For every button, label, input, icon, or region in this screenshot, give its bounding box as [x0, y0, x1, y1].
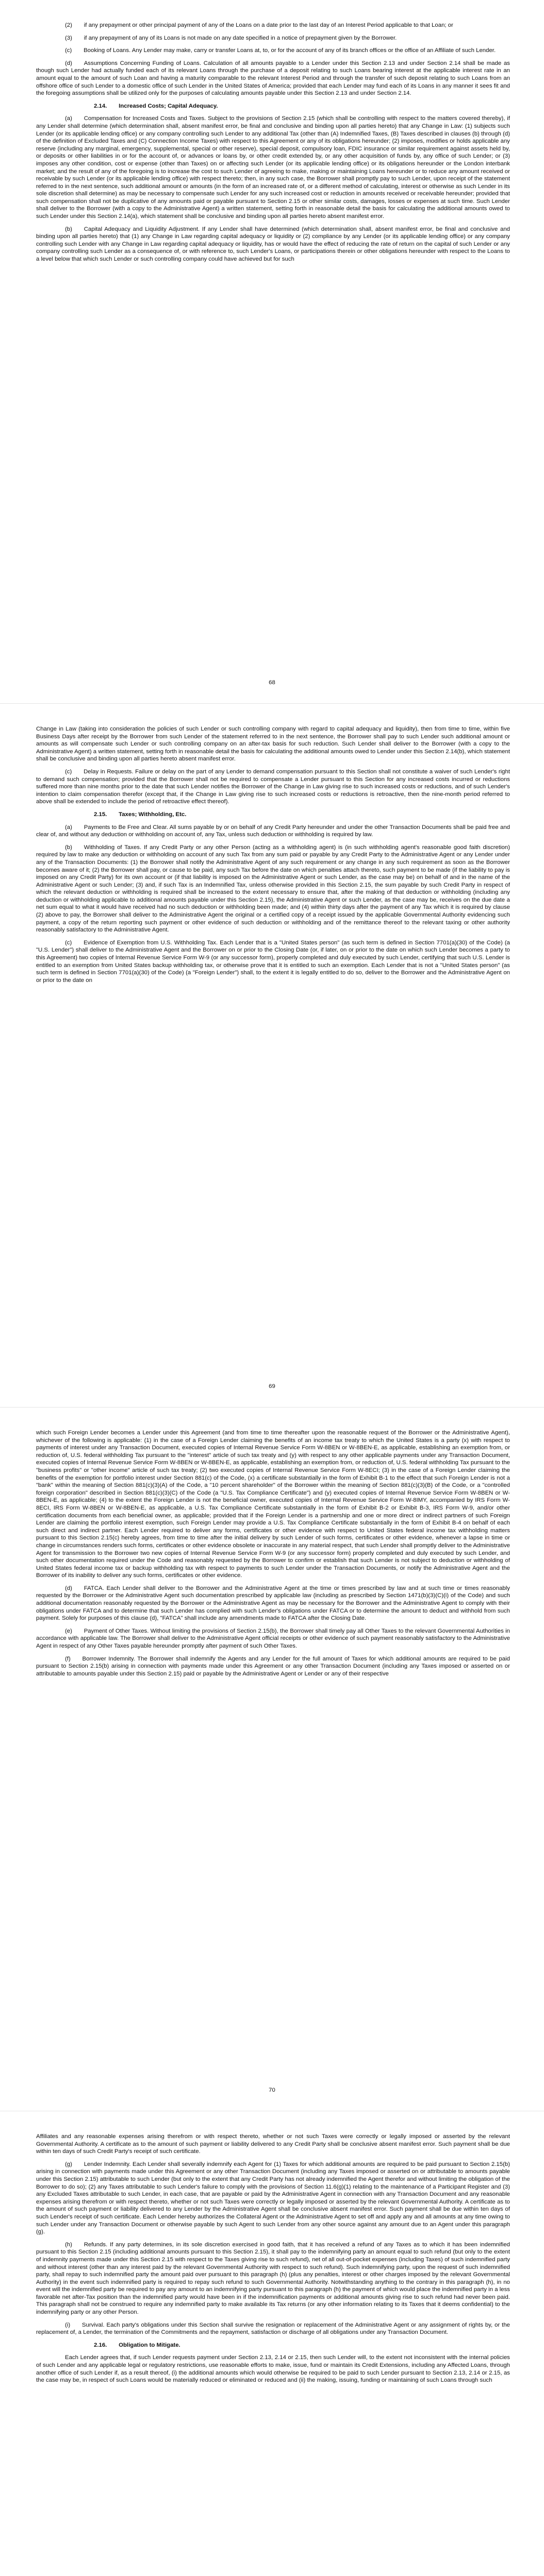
page-number: 69: [269, 1383, 275, 1389]
section-heading: 2.14. Increased Costs; Capital Adequacy.: [94, 103, 218, 109]
paragraph: Each Lender agrees that, if such Lender requests payment under Section 2.13, 2.14 or 2.15, then such Lender will, to the extent not inconsistent with the internal policies of such Lender and any applicable legal or regulatory restrictions, use reasonable efforts to make, issue, fund or maintain its Credit Extensions, including any Affected Loans, through another office of such Lender if, as a result thereof, (i) the additional amounts which would otherwise be required to be paid to such Lender pursuant to Section 2.13, 2.14 or 2.15, as the case may be, in respect of such Loans would be materially reduced or eliminated or reduced and (ii) the making, issuing, funding or maintaining of such Loans through such: [36, 2354, 510, 2384]
paragraph-continued: which such Foreign Lender becomes a Lender under this Agreement (and from time to time thereafter upon the reasonable request of the Borrower or the Administrative Agent), whichever of the following is applicable: (1) in the case of a Foreign Lender claiming the benefits of an income tax treaty to which the United States is a party (x) with respect to payments of interest under any Transaction Document, executed copies of Internal Revenue Service Form W-8BEN or W-8BEN-E, as applicable, establishing an exemption from, or reduction of, U.S. federal withholding Tax pursuant to the "interest" article of such tax treaty and (y) with respect to any other applicable payments under any Transaction Document, executed copies of Internal Revenue Service Form W-8BEN or W-8BEN-E, as applicable, establishing an exemption from, or reduction of, U.S. federal withholding Tax pursuant to the "business profits" or "other income" article of such tax treaty; (2) two executed copies of Internal Revenue Service Form W-8ECI; (3) in the case of a Foreign Lender claiming the benefits of the exemption for portfolio interest under Section 881(c) of the Code, (x) a certificate substantially in the form of Exhibit B-1 to the effect that such Foreign Lender is not a "bank" within the meaning of Section 881(c)(3)(A) of the Code, a "10 percent shareholder" of the Borrower within the meaning of Section 881(c)(3)(B) of the Code, or a "controlled foreign corporation" described in Section 881(c)(3)(C) of the Code (a "U.S. Tax Compliance Certificate") and (y) executed copies of Internal Revenue Service Form W-8BEN or W-8BEN-E, as applicable; (4) to the extent the Foreign Lender is not the beneficial owner, executed copies of Internal Revenue Service Form W-8IMY, accompanied by IRS Form W-8ECI, IRS Form W-8BEN or W-8BEN-E, as applicable, a U.S. Tax Compliance Certificate substantially in the form of Exhibit B-2 or Exhibit B-3, IRS Form W-9, and/or other certification documents from each beneficial owner, as applicable; provided that if the Foreign Lender is a partnership and one or more direct or indirect partners of such Foreign Lender are claiming the portfolio interest exemption, such Foreign Lender may provide a U.S. Tax Compliance Certificate substantially in the form of Exhibit B-4 on behalf of each such direct and indirect partner. Each Lender required to deliver any forms, certificates or other evidence with respect to United States federal income tax withholding matters pursuant to this Section 2.15(c) hereby agrees, from time to time after the initial delivery by such Lender of such forms, certificates or other evidence, whenever a lapse in time or change in circumstances renders such forms, certificates or other evidence obsolete or inaccurate in any material respect, that such Lender shall promptly deliver to the Administrative Agent for transmission to the Borrower two new copies of Internal Revenue Service Form W-9 (or any successor form) properly completed and duly executed by such Lender, and such other documentation required under the Code and reasonably requested by the Borrower to confirm or establish that such Lender is not subject to deduction or withholding of United States federal income tax or backup withholding tax with respect to payments to such Lender under the Transaction Documents, or notify the Administrative Agent and the Borrower of its inability to deliver any such forms, certificates or other evidence.: [36, 1430, 510, 1579]
section-heading: 2.16. Obligation to Mitigate.: [94, 2342, 180, 2348]
paragraph: (d) FATCA. Each Lender shall deliver to the Borrower and the Administrative Agent at the time or times prescribed by law and at such time or times reasonably requested by the Borrower or the Administrative Agent such documentation prescribed by applicable law (including as prescribed by Section 1471(b)(3)(C)(i) of the Code) and such additional documentation reasonably requested by the Borrower or the Administrative Agent as may be necessary for the Borrower and the Administrative Agent to comply with their obligations under FATCA and to determine that such Lender has complied with such Lender's obligations under FATCA or to determine the amount to deduct and withhold from such payment. Solely for purposes of this clause (d), "FATCA" shall include any amendments made to FATCA after the Closing Date.: [36, 1585, 510, 1622]
page-body: [36, 2133, 510, 2389]
paragraph: (h) Refunds. If any party determines, in its sole discretion exercised in good faith, that it has received a refund of any Taxes as to which it has been indemnified pursuant to this Section 2.15 (including additional amounts pursuant to this Section 2.15), it shall pay to the indemnifying party an amount equal to such refund (but only to the extent of indemnity payments made under this Section 2.15 with respect to the Taxes giving rise to such refund), net of all out-of-pocket expenses (including Taxes) of such indemnified party and without interest (other than any interest paid by the relevant Governmental Authority with respect to such refund). Such indemnifying party, upon the request of such indemnified party, shall repay to such indemnified party the amount paid over pursuant to this paragraph (h) (plus any penalties, interest or other charges imposed by the relevant Governmental Authority) in the event such indemnified party is required to repay such refund to such Governmental Authority. Notwithstanding anything to the contrary in this paragraph (h), in no event will the indemnified party be required to pay any amount to an indemnifying party pursuant to this paragraph (h) the payment of which would place the indemnified party in a less favorable net after-Tax position than the indemnified party would have been in if the indemnification payments or additional amounts giving rise to such refund had never been paid. This paragraph shall not be construed to require any indemnified party to make available its Tax returns (or any other information relating to its Taxes that it deems confidential) to the indemnifying party or any other Person.: [36, 2241, 510, 2316]
document-page: [0, 2111, 544, 2576]
document-page: [0, 1408, 544, 2111]
document-page: [0, 0, 544, 703]
page-number: 70: [269, 2087, 275, 2093]
paragraph: (c) Evidence of Exemption from U.S. Withholding Tax. Each Lender that is a "United States person" (as such term is defined in Section 7701(a)(30) of the Code) (a "U.S. Lender") shall deliver to the Administrative Agent and the Borrower on or prior to the Closing Date (or, if later, on or prior to the date on which such Lender becomes a party to this Agreement) two copies of Internal Revenue Service Form W-9 (or any successor form), properly completed and duly executed by such Lender, certifying that such U.S. Lender is entitled to an exemption from United States backup withholding tax, or otherwise prove that it is entitled to such an exemption. Each Lender that is not a "United States person" (as such term is defined in Section 7701(a)(30) of the Code) (a "Foreign Lender") shall, to the extent it is legally entitled to do so, deliver to the Borrower and the Administrative Agent on or prior to the date on: [36, 939, 510, 984]
section-heading: 2.15. Taxes; Withholding, Etc.: [94, 811, 187, 818]
paragraph: (a) Payments to Be Free and Clear. All sums payable by or on behalf of any Credit Party hereunder and under the other Transaction Documents shall be paid free and clear of, and without any deduction or withholding on account of, any Tax, unless such deduction or withholding is required by law.: [36, 824, 510, 838]
page-body: [36, 22, 510, 268]
paragraph: (d) Assumptions Concerning Funding of Loans. Calculation of all amounts payable to a Lender under this Section 2.13 and under Section 2.14 shall be made as though such Lender had actually funded each of its relevant Loans through the purchase of a deposit relating to such Loans bearing interest at the applicable interest rate in an amount equal to the amount of such Loan and having a maturity comparable to the relevant Interest Period and through the transfer of such deposit relating to such Loans from an offshore office of such Lender to a domestic office of such Lender in the United States of America; provided that each Lender may fund each of its Loans in any manner it sees fit and the foregoing assumptions shall be utilized only for the purposes of calculating amounts payable under this Section 2.13 and under Section 2.14.: [36, 60, 510, 97]
paragraph: (b) Withholding of Taxes. If any Credit Party or any other Person (acting as a withholding agent) is (in such withholding agent's reasonable good faith discretion) required by law to make any deduction or withholding on account of any such Tax from any sum paid or payable by any Credit Party to the Administrative Agent or any Lender under any of the Transaction Documents: (1) the Borrower shall notify the Administrative Agent of any such requirement or any change in any such requirement as soon as the Borrower becomes aware of it; (2) the Borrower shall pay, or cause to be paid, any such Tax before the date on which penalties attach thereto, such payment to be made (if the liability to pay is imposed on any Credit Party) for its own account or (if that liability is imposed on the Administrative Agent or such Lender, as the case may be) on behalf of and in the name of the Administrative Agent or such Lender; (3) and, if such Tax is an Indemnified Tax, unless otherwise provided in this Section 2.15, the sum payable by such Credit Party in respect of which the relevant deduction or withholding is required shall be increased to the extent necessary to ensure that, after the making of that deduction or withholding (including any deduction or withholding applicable to additional amounts payable under this Section 2.15), the Administrative Agent or such Lender, as the case may be, receives on the due date a net sum equal to what it would have received had no such deduction or withholding been made; and (4) within thirty days after the payment of any Tax which it is required by clause (2) above to pay, the Borrower shall deliver to the Administrative Agent the original or a certified copy of a receipt issued by the applicable Governmental Authority evidencing such payment, a copy of the return reporting such payment or other evidence of such deduction or withholding and of the remittance thereof to the relevant taxing or other authority reasonably satisfactory to the Administrative Agent.: [36, 844, 510, 934]
page-body: [36, 1429, 510, 1683]
paragraph: (2) if any prepayment or other principal payment of any of the Loans on a date prior to the last day of an Interest Period applicable to that Loan; or: [65, 22, 453, 28]
paragraph: (g) Lender Indemnity. Each Lender shall severally indemnify each Agent for (1) Taxes for which additional amounts are required to be paid pursuant to Section 2.15(b) arising in connection with payments made under this Agreement or any other Transaction Document (including any Taxes imposed or asserted on or attributable to amounts payable under this Section 2.15) attributable to such Lender (but only to the extent that any Credit Party has not already indemnified the Agent therefor and without limiting the obligation of the Borrower to do so); (2) any Taxes attributable to such Lender's failure to comply with the provisions of Section 11.6(g)(1) relating to the maintenance of a Participant Register and (3) any Excluded Taxes attributable to such Lender, in each case, that are payable or paid by the Administrative Agent in connection with any Transaction Document and any reasonable expenses arising therefrom or with respect thereto, whether or not such Taxes were correctly or legally imposed or asserted by the relevant Governmental Authority. A certificate as to the amount of such payment or liability delivered to any Lender by the Administrative Agent shall be conclusive absent manifest error. Such payment shall be due within ten days of such Lender's receipt of such certificate. Each Lender hereby authorizes the Collateral Agent or the Administrative Agent to set off and apply any and all amounts at any time owing to such Lender under any Transaction Document or otherwise payable by such Agent to such Lender from any other source against any amount due to an Agent under this paragraph (g).: [36, 2161, 510, 2235]
paragraph: (a) Compensation for Increased Costs and Taxes. Subject to the provisions of Section 2.15 (which shall be controlling with respect to the matters covered thereby), if any Lender shall determine (which determination shall, absent manifest error, be final and conclusive and binding upon all parties hereto) that any Change in Law: (1) subjects such Lender (or its applicable lending office) or any company controlling such Lender to any additional Tax (other than (A) Indemnified Taxes, (B) Taxes described in clauses (b) through (d) of the definition of Excluded Taxes and (C) Connection Income Taxes) with respect to this Agreement or any of its obligations hereunder; (2) imposes, modifies or holds applicable any reserve (including any marginal, emergency, supplemental, special or other reserve), special deposit, compulsory loan, FDIC insurance or similar requirement against assets held by, or deposits or other liabilities in or for the account of, or advances or loans by, or other credit extended by, or any other acquisition of funds by, any office of such Lender; or (3) imposes any other condition, cost or expense (other than Taxes) on or affecting such Lender (or its applicable lending office) or its obligations hereunder or the London interbank market; and the result of any of the foregoing is to increase the cost to such Lender of agreeing to make, making or maintaining Loans hereunder or to reduce any amount received or receivable by such Lender (or its applicable lending office) with respect thereto; then, in any such case, the Borrower shall promptly pay to such Lender, upon receipt of the statement referred to in the next sentence, such additional amount or amounts (in the form of an increased rate of, or a different method of calculating, interest or otherwise as such Lender in its sole discretion shall determine) as may be necessary to compensate such Lender for any such increased cost or reduction in amounts received or receivable hereunder; provided that such compensation shall not be duplicative of any amounts paid or payable pursuant to Section 2.15 or other similar costs, damages, losses or expenses at such time. Such Lender shall deliver to the Borrower (with a copy to the Administrative Agent) a written statement, setting forth in reasonable detail the basis for calculating the additional amounts owed to such Lender under this Section 2.14(a), which statement shall be conclusive and binding upon all parties hereto absent manifest error.: [36, 115, 510, 220]
paragraph-continued: Change in Law (taking into consideration the policies of such Lender or such controlling company with regard to capital adequacy and liquidity), then from time to time, within five Business Days after receipt by the Borrower from such Lender of the statement referred to in the next sentence, the Borrower shall pay to such Lender such additional amount or amounts as will compensate such Lender or such controlling company on an after-tax basis for such reduction. Such Lender shall deliver to the Borrower (with a copy to the Administrative Agent) a written statement, setting forth in reasonable detail the basis for calculating the additional amounts owed to Lender under this Section 2.14(b), which statement shall be conclusive and binding upon all parties hereto absent manifest error.: [36, 726, 510, 762]
paragraph: (f) Borrower Indemnity. The Borrower shall indemnify the Agents and any Lender for the full amount of Taxes for which additional amounts are required to be paid pursuant to Section 2.15(b) arising in connection with payments made under this Agreement or any other Transaction Document (including any Taxes imposed or asserted on or attributable to amounts payable under this Section 2.15) paid or payable by the Administrative Agent or Lender or any of their respective: [36, 1655, 510, 1677]
paragraph: (c) Delay in Requests. Failure or delay on the part of any Lender to demand compensation pursuant to this Section shall not constitute a waiver of such Lender's right to demand such compensation; provided that the Borrower shall not be required to compensate a Lender pursuant to this Section for any increased costs incurred or reductions suffered more than nine months prior to the date that such Lender notifies the Borrower of the Change in Law giving rise to such increased costs or reductions, and of such Lender's intention to claim compensation therefor (except that, if the Change in Law giving rise to such increased costs or reductions is retroactive, then the nine-month period referred to above shall be extended to include the period of retroactive effect thereof).: [36, 768, 510, 805]
page-body: [36, 725, 510, 989]
paragraph-continued: Affiliates and any reasonable expenses arising therefrom or with respect thereto, whether or not such Taxes were correctly or legally imposed or asserted by the relevant Governmental Authority. A certificate as to the amount of such payment or liability delivered to any Credit Party shall be conclusive absent manifest error. Such payment shall be due within ten days of such Credit Party's receipt of such certificate.: [36, 2133, 510, 2155]
paragraph: (3) if any prepayment of any of its Loans is not made on any date specified in a notice of prepayment given by the Borrower.: [65, 35, 397, 41]
paragraph: (b) Capital Adequacy and Liquidity Adjustment. If any Lender shall have determined (which determination shall, absent manifest error, be final and conclusive and binding upon all parties hereto) that (1) any Change in Law regarding capital adequacy or liquidity or (2) compliance by any Lender (or its applicable lending office) or any company controlling such Lender with any Change in Law regarding capital adequacy or liquidity, has or would have the effect of reducing the rate of return on the capital of such Lender or any company controlling such Lender as a consequence of, or with reference to, such Lender's Loans, or participations therein or other obligations hereunder with respect to the Loans to a level below that which such Lender or such controlling company could have achieved but for such: [36, 226, 510, 263]
paragraph: (e) Payment of Other Taxes. Without limiting the provisions of Section 2.15(b), the Borrower shall timely pay all Other Taxes to the relevant Governmental Authorities in accordance with applicable law. The Borrower shall deliver to the Administrative Agent official receipts or other evidence of such payment reasonably satisfactory to the Administrative Agent in respect of any Other Taxes payable hereunder promptly after payment of such Other Taxes.: [36, 1628, 510, 1650]
paragraph: (c) Booking of Loans. Any Lender may make, carry or transfer Loans at, to, or for the account of any of its branch offices or the office of an Affiliate of such Lender.: [65, 47, 496, 54]
page-number: 68: [269, 680, 275, 686]
document-page: [0, 704, 544, 1407]
paragraph: (i) Survival. Each party's obligations under this Section shall survive the resignation or replacement of the Administrative Agent or any assignment of rights by, or the replacement of, a Lender, the termination of the Commitments and the repayment, satisfaction or discharge of all obligations under any Transaction Document.: [36, 2321, 510, 2336]
